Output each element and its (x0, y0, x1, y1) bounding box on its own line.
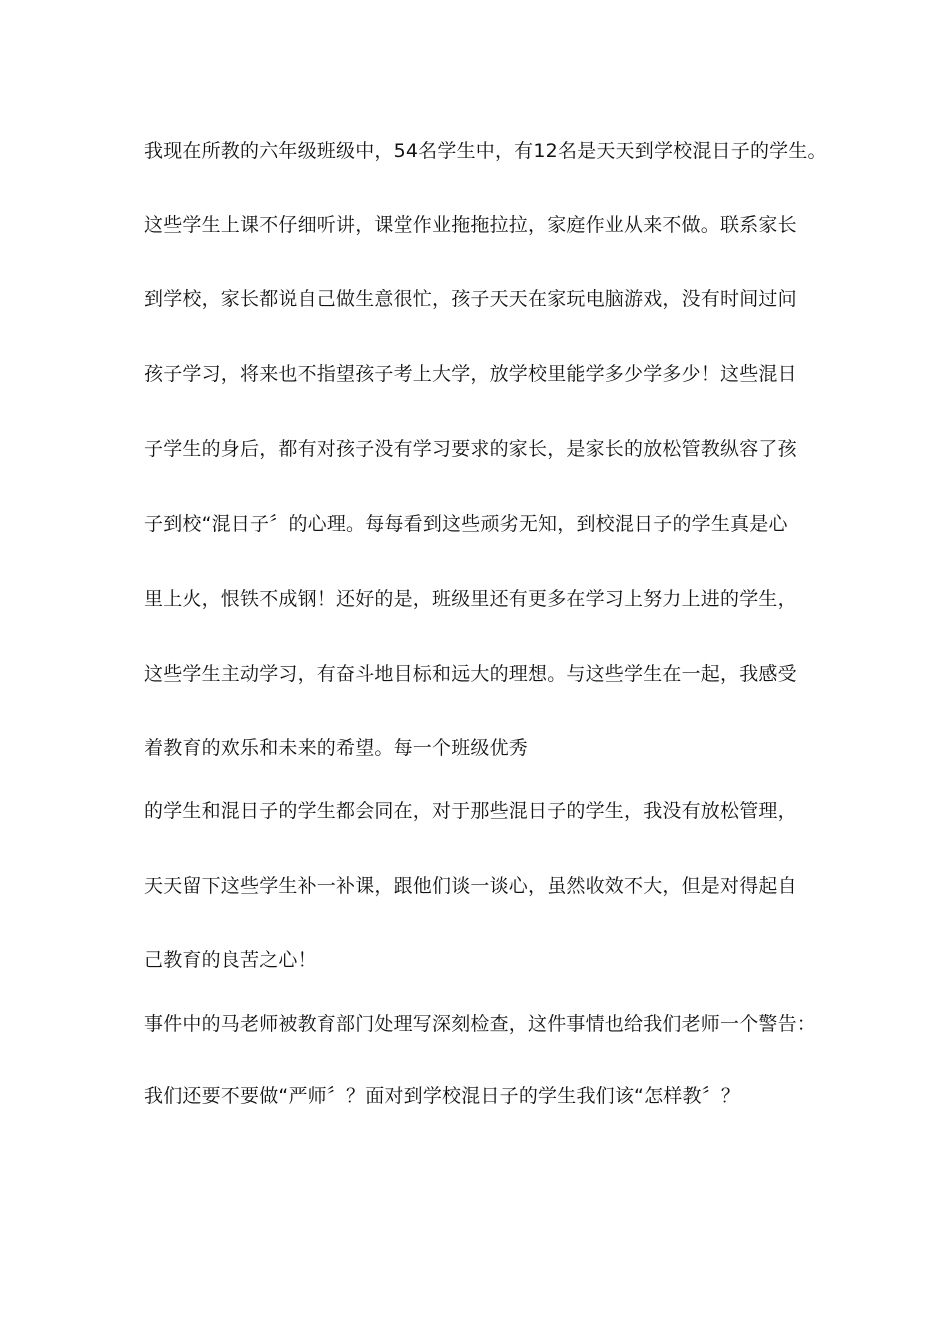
text-line-3: 到学校，家长都说自己做生意很忙，孩子天天在家玩电脑游戏，没有时间过问 (144, 288, 797, 310)
text-line-5: 子学生的身后，都有对孩子没有学习要求的家长，是家长的放松管教纵容了孩 (144, 438, 797, 460)
text-line-14: 我们还要不要做“严师〞？面对到学校混日子的学生我们该“怎样教〞？ (144, 1085, 741, 1107)
text-line-4: 孩子学习，将来也不指望孩子考上大学，放学校里能学多少学多少！这些混日 (144, 363, 797, 385)
text-line-6: 子到校“混日子〞的心理。每每看到这些顽劣无知，到校混日子的学生真是心 (144, 513, 788, 535)
text-line-11: 天天留下这些学生补一补课，跟他们谈一谈心，虽然收效不大，但是对得起自 (144, 875, 797, 897)
text-line-10: 的学生和混日子的学生都会同在，对于那些混日子的学生，我没有放松管理， (144, 800, 797, 822)
text-line-8: 这些学生主动学习，有奋斗地目标和远大的理想。与这些学生在一起，我感受 (144, 663, 797, 685)
text-line-12: 己教育的良苦之心！ (144, 949, 317, 971)
text-line-2: 这些学生上课不仔细听讲，课堂作业拖拖拉拉，家庭作业从来不做。联系家长 (144, 214, 797, 236)
text-line-7: 里上火，恨铁不成钢！还好的是，班级里还有更多在学习上努力上进的学生， (144, 588, 797, 610)
text-line-13: 事件中的马老师被教育部门处理写深刻检查，这件事情也给我们老师一个警告： (144, 1013, 817, 1035)
text-line-1: 我现在所教的六年级班级中，54名学生中，有12名是天天到学校混日子的学生。 (144, 140, 827, 162)
text-line-9: 着教育的欢乐和未来的希望。每一个班级优秀 (144, 737, 529, 759)
